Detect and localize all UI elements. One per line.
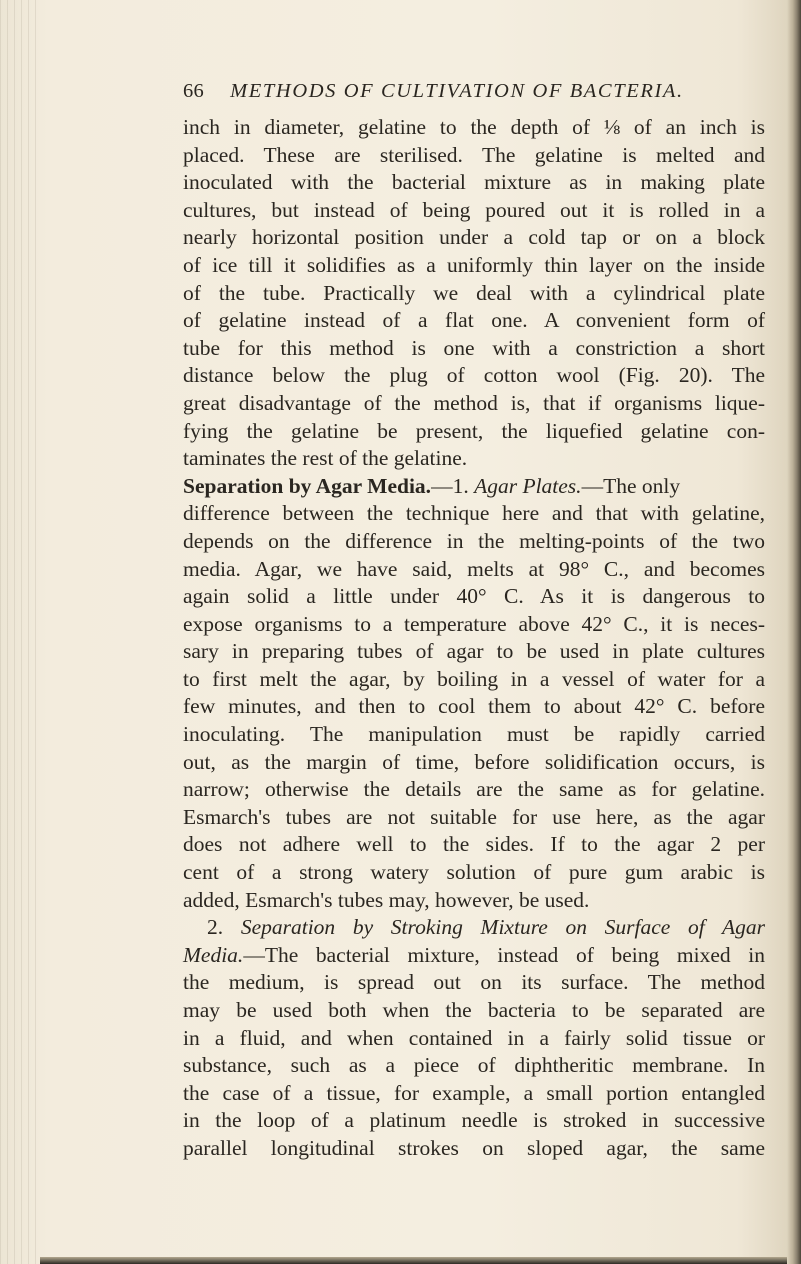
body-text — [183, 114, 765, 1163]
text-line: expose organisms to a temperature above 42° C., it is neces- — [183, 611, 765, 636]
text-line: in a fluid, and when contained in a fairly solid tissue or — [183, 1025, 765, 1050]
text-line: nearly horizontal position under a cold tap or on a block — [183, 225, 765, 250]
subsection-title-end: Media. — [183, 942, 244, 967]
running-header — [183, 80, 743, 103]
text-line: again solid a little under 40° C. As it is dangerous to — [183, 584, 765, 609]
text-line: depends on the difference in the melting-points of the two — [183, 528, 765, 553]
left-margin-shadow — [0, 0, 40, 1264]
subsection-lead-line-2 — [183, 942, 765, 970]
text-line: cultures, but instead of being poured out it is rolled in a — [183, 197, 765, 222]
text-line: difference between the technique here and that with gelatine, — [183, 501, 765, 526]
lead-text: —The only — [581, 473, 681, 498]
text-line: does not adhere well to the sides. If to the agar 2 per — [183, 832, 765, 857]
text-line: added, Esmarch's tubes may, however, be used. — [183, 887, 590, 912]
text-line: may be used both when the bacteria to be separated are — [183, 998, 765, 1022]
subsection-number: 2. — [207, 915, 224, 940]
text-line: in the loop of a platinum needle is stroked in successive — [183, 1108, 765, 1133]
text-line: few minutes, and then to cool them to about 42° C. before — [183, 694, 765, 719]
text-line: of the tube. Practically we deal with a cylindrical plate — [183, 280, 765, 305]
text-line: inch in diameter, gelatine to the depth of ⅛ of an inch is — [183, 115, 765, 139]
lead-text: —The bacterial mixture, instead of being mixed in — [243, 942, 765, 967]
text-line: of ice till it solidifies as a uniformly thin layer on the inside — [183, 252, 765, 277]
page-number: 66 — [183, 80, 205, 102]
subsection-title: Separation by Stroking Mixture on Surface of Agar — [240, 915, 766, 940]
text-line: the medium, is spread out on its surface. The method — [183, 970, 765, 995]
text-line: out, as the margin of time, before solidification occurs, is — [183, 749, 765, 774]
page-bottom-edge — [40, 1257, 787, 1264]
subsection-number: —1. — [431, 473, 469, 498]
text-line: sary in preparing tubes of agar to be used in plate cultures — [183, 639, 765, 664]
text-line: inoculating. The manipulation must be rapidly carried — [183, 722, 765, 747]
text-line: great disadvantage of the method is, that if organisms lique- — [183, 390, 765, 415]
text-line: parallel longitudinal strokes on sloped agar, the same — [183, 1135, 765, 1160]
text-line: taminates the rest of the gelatine. — [183, 446, 468, 471]
text-line: tube for this method is one with a constriction a short — [183, 335, 765, 360]
section-lead-line — [183, 473, 765, 501]
text-line: distance below the plug of cotton wool (Fig. 20). The — [183, 363, 765, 388]
text-line: Esmarch's tubes are not suitable for use here, as the agar — [183, 804, 765, 829]
subsection-title: Agar Plates. — [474, 473, 582, 498]
text-line: inoculated with the bacterial mixture as in making plate — [183, 170, 765, 195]
running-title: METHODS OF CULTIVATION OF BACTERIA. — [230, 80, 684, 102]
subsection-lead-line — [183, 914, 765, 942]
text-line: the case of a tissue, for example, a small portion entangled — [183, 1080, 765, 1105]
section-heading: Separation by Agar Media. — [183, 473, 432, 498]
text-line: media. Agar, we have said, melts at 98° C., and becomes — [183, 556, 765, 581]
text-line: cent of a strong watery solution of pure gum arabic is — [183, 860, 765, 885]
text-line: narrow; otherwise the details are the same as for gelatine. — [183, 777, 765, 802]
text-line: of gelatine instead of a flat one. A convenient form of — [183, 308, 765, 333]
text-line: to first melt the agar, by boiling in a vessel of water for a — [183, 666, 765, 691]
text-line: substance, such as a piece of diphtheritic membrane. In — [183, 1053, 765, 1078]
text-line: placed. These are sterilised. The gelatine is melted and — [183, 142, 765, 167]
text-line: fying the gelatine be present, the liquefied gelatine con- — [183, 418, 765, 443]
book-binding-edge — [787, 0, 801, 1264]
